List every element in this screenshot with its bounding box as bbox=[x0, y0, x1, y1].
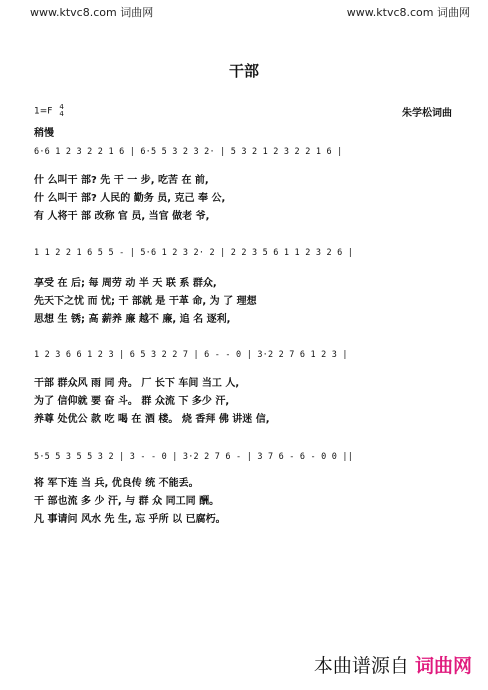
lyric-line: 思想 生 锈; 高 薪养 廉 越不 廉, 追 名 逐利, bbox=[34, 314, 231, 325]
lyric-line: 享受 在 后; 每 周劳 动 半 天 联 系 群众, bbox=[34, 278, 217, 289]
time-bottom: 4 bbox=[59, 110, 64, 118]
source-footer bbox=[0, 651, 472, 678]
notation-line: 1 2 3 6 6 1 2 3 | 6 5 3 2 2 7 | 6 - - 0 | 3·2 2 7 6 1 2 3 | bbox=[34, 350, 348, 360]
time-signature bbox=[59, 104, 63, 118]
lyric-line: 干部 群众风 雨 同 舟。 厂 长下 车间 当工 人, bbox=[34, 378, 240, 389]
notation-line: 1 1 2 2 1 6 5 5 - | 5·6 1 2 3 2· 2 | 2 2 3 5 6 1 1 2 3 2 6 | bbox=[34, 248, 354, 258]
footer-source-text: 本曲谱源自 bbox=[313, 655, 409, 677]
lyric-line: 养尊 处优公 款 吃 喝 在 酒 楼。 烧 香拜 佛 讲迷 信, bbox=[34, 414, 270, 425]
song-title: 干部 bbox=[228, 62, 259, 80]
tempo-marking: 稍慢 bbox=[34, 128, 54, 139]
notation-line: 6·6 1 2 3 2 2 1 6 | 6·5 5 3 2 3 2· | 5 3 2 1 2 3 2 2 1 6 | bbox=[34, 147, 343, 157]
lyric-line: 什 么叫干 部? 人民的 勤务 员, 克己 奉 公, bbox=[34, 193, 226, 204]
time-top: 4 bbox=[59, 103, 64, 111]
site-header-right: www.ktvc8.com 词曲网 bbox=[346, 6, 470, 19]
key-signature bbox=[34, 104, 64, 118]
lyric-line: 凡 事请问 风水 先 生, 忘 乎所 以 已腐朽。 bbox=[34, 514, 226, 525]
lyric-line: 什 么叫干 部? 先 干 一 步, 吃苦 在 前, bbox=[34, 175, 209, 186]
key-text: 1=F bbox=[34, 106, 53, 117]
lyric-line: 为了 信仰就 要 奋 斗。 群 众流 下 多少 汗, bbox=[34, 396, 230, 407]
lyric-line: 将 军下连 当 兵, 优良传 统 不能丢。 bbox=[34, 478, 199, 489]
lyric-line: 有 人将干 部 改称 官 员, 当官 做老 爷, bbox=[34, 211, 210, 222]
footer-site-link[interactable]: 词曲网 bbox=[414, 655, 472, 677]
lyric-line: 先天下之忧 而 忧; 干 部就 是 干革 命, 为 了 理想 bbox=[34, 296, 257, 307]
composer-credit: 朱学松词曲 bbox=[402, 108, 452, 119]
site-header-left: www.ktvc8.com 词曲网 bbox=[30, 6, 154, 19]
notation-line: 5·5 5 3 5 5 3 2 | 3 - - 0 | 3·2 2 7 6 - | 3 7 6 - 6 - 0 0 || bbox=[34, 452, 354, 462]
lyric-line: 干 部也流 多 少 汗, 与 群 众 同工同 酬。 bbox=[34, 496, 220, 507]
